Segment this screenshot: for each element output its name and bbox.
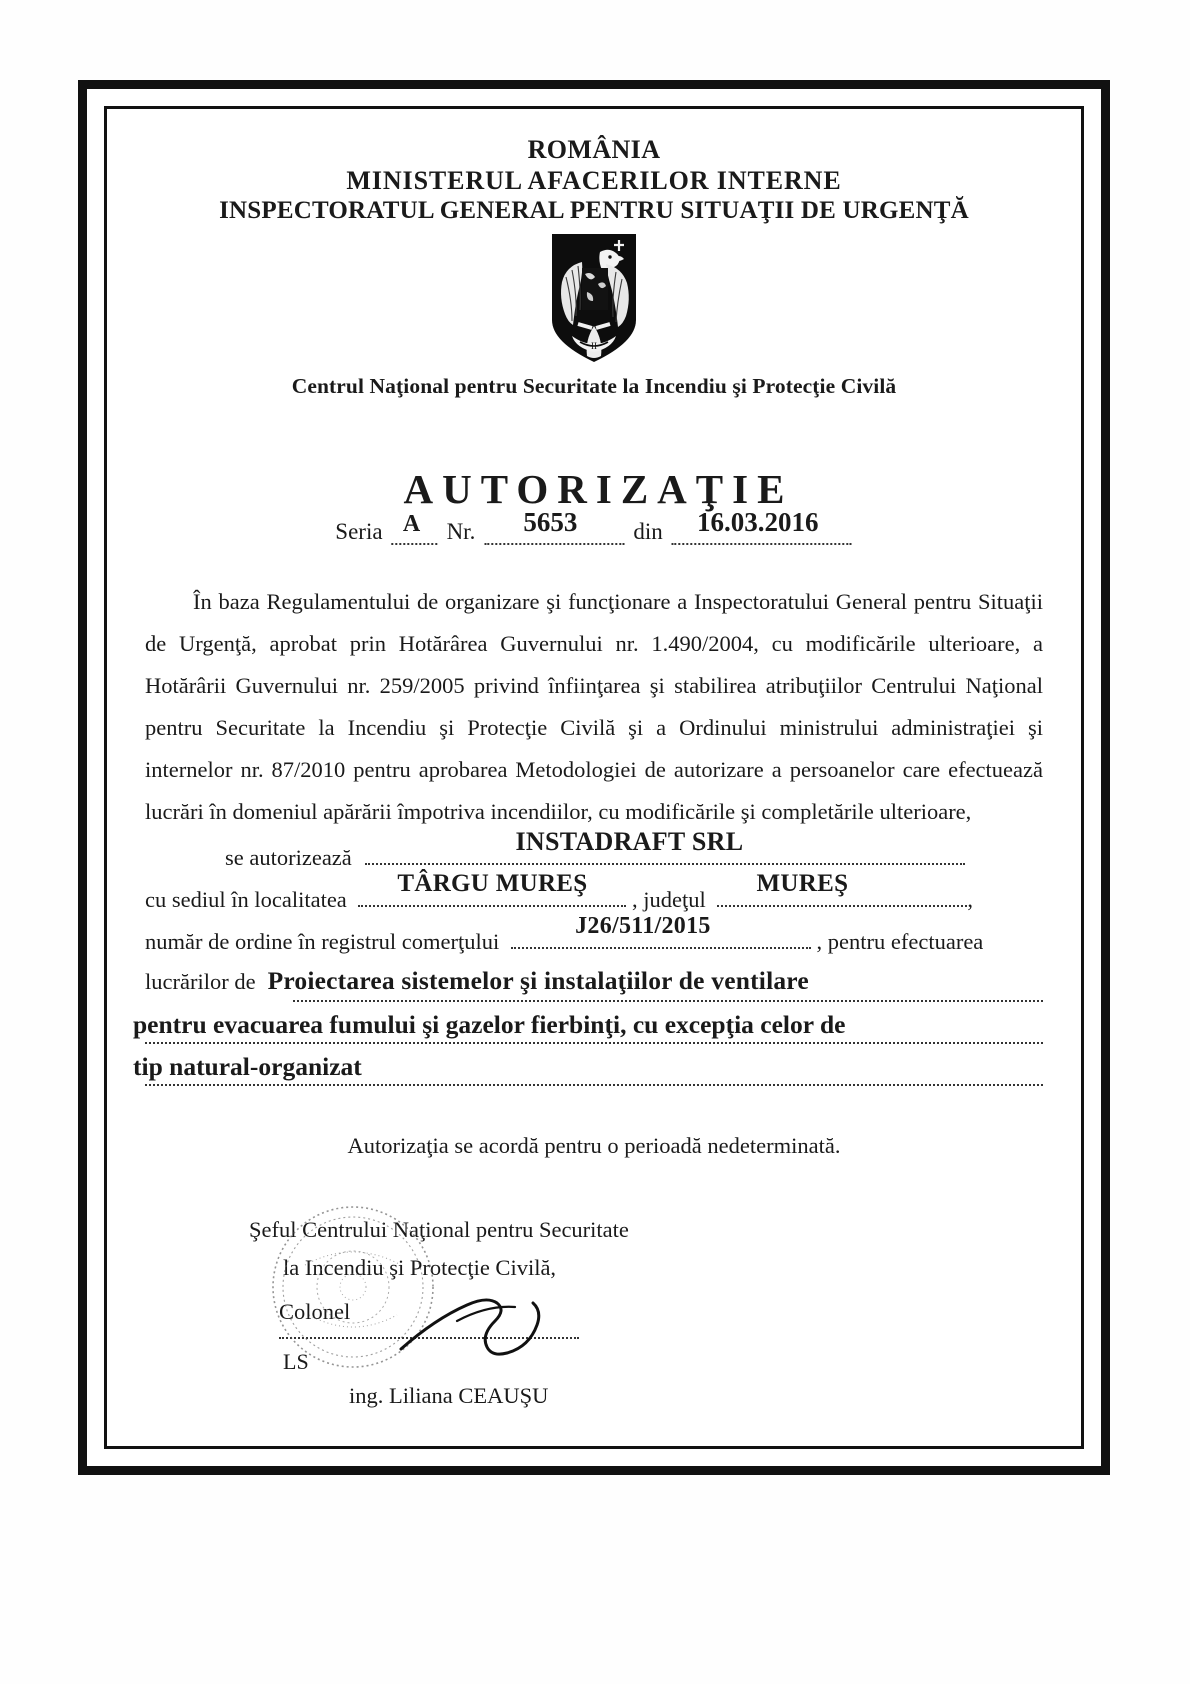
serial-row: [145, 507, 1043, 565]
registry-field: [511, 913, 811, 949]
header-ministry: MINISTERUL AFACERILOR INTERNE: [346, 165, 842, 195]
works-text-2: pentru evacuarea fumului şi gazelor fierbinţi, cu excepţia celor de: [133, 1010, 846, 1040]
signatory-title-line-1: Şeful Centrului Naţional pentru Securitate: [249, 1217, 629, 1243]
locality-field: [358, 870, 626, 907]
din-label: din: [633, 519, 663, 545]
works-text-3: tip natural-organizat: [133, 1052, 362, 1082]
emblem-container: [145, 232, 1043, 364]
works-line-3: [133, 1045, 1043, 1087]
nr-value: 5653: [523, 507, 578, 538]
header-center-name: Centrul Naţional pentru Securitate la Incendiu şi Protecţie Civilă: [291, 374, 897, 399]
registry-label: număr de ordine în registrul comerţului: [145, 929, 500, 955]
signatory-title-line-2: la Incendiu şi Protecţie Civilă,: [283, 1255, 557, 1281]
header-inspectorate: INSPECTORATUL GENERAL PENTRU SITUAŢII DE URGENŢĂ: [219, 197, 969, 225]
din-dots: [672, 540, 852, 545]
header-country: ROMÂNIA: [527, 135, 661, 164]
works-line-1: [145, 961, 1043, 1003]
signature-dotted-line: [279, 1331, 579, 1339]
nr-dots: [484, 540, 624, 545]
signatory-rank: Colonel: [279, 1299, 351, 1325]
certificate-outer-border: [78, 80, 1110, 1475]
legal-basis-paragraph: [145, 581, 1043, 833]
legal-basis-text: În baza Regulamentului de organizare şi funcţionare a Inspectoratului General pentru Situaţii de Urgenţă, aprobat prin Hotărârea Guvernului nr. 1.490/2004, cu modificările ulterioare, a Hotărârii Guvernului nr. 259/2005 privind înfiinţarea şi stabilirea atribuţiilor Centrului Naţional pentru Securitate la Incendiu şi Protecţie Civilă şi a Ordinului ministrului administraţiei şi internelor nr. 87/2010 pentru aprobarea Metodologiei de autorizare a persoanelor care efectuează lucrări în domeniul apărării împotriva incendiilor, cu modificările şi completările ulterioare,: [145, 589, 1043, 825]
certificate-content: [107, 109, 1081, 1446]
authorize-label: se autorizează: [225, 845, 352, 871]
seria-value: A: [402, 511, 421, 538]
locality-value: TÂRGU MUREŞ: [397, 870, 588, 898]
nr-value-field: [475, 507, 625, 545]
document-title: AUTORIZAŢIE: [403, 466, 794, 513]
signature-block: [145, 1211, 1043, 1415]
works-description: [133, 961, 1043, 1087]
seria-dots: [392, 540, 438, 545]
authorize-row: [145, 827, 1043, 875]
signatory-name: ing. Liliana CEAUŞU: [349, 1383, 549, 1409]
locality-label: cu sediul în localitatea: [145, 887, 347, 913]
county-value: MUREŞ: [756, 870, 849, 898]
din-value: 16.03.2016: [696, 507, 819, 538]
seria-label: Seria: [335, 519, 383, 545]
seal-place-label: LS: [283, 1349, 309, 1375]
company-name-field: [365, 827, 965, 865]
works-label: lucrărilor de: [145, 969, 256, 995]
din-value-field: [663, 507, 853, 545]
locality-comma: ,: [967, 887, 974, 913]
registry-suffix: , pentru efectuarea: [816, 929, 984, 955]
romanian-coat-of-arms-eagle-icon: [542, 232, 646, 364]
seria-value-field: [383, 511, 441, 545]
certificate-inner-border: [104, 106, 1084, 1449]
county-field: [717, 870, 967, 907]
closing-statement: Autorizaţia se acordă pentru o perioadă nedeterminată.: [347, 1133, 841, 1159]
county-label: , judeţul: [632, 887, 706, 913]
works-text-1: Proiectarea sistemelor şi instalaţiilor de ventilare: [267, 966, 809, 996]
registry-value: J26/511/2015: [575, 913, 711, 940]
company-name-value: INSTADRAFT SRL: [515, 827, 744, 857]
works-line-2: [133, 1003, 1043, 1045]
registry-row: [145, 913, 1043, 959]
svg-text:II: II: [591, 341, 597, 352]
nr-label: Nr.: [446, 519, 476, 545]
